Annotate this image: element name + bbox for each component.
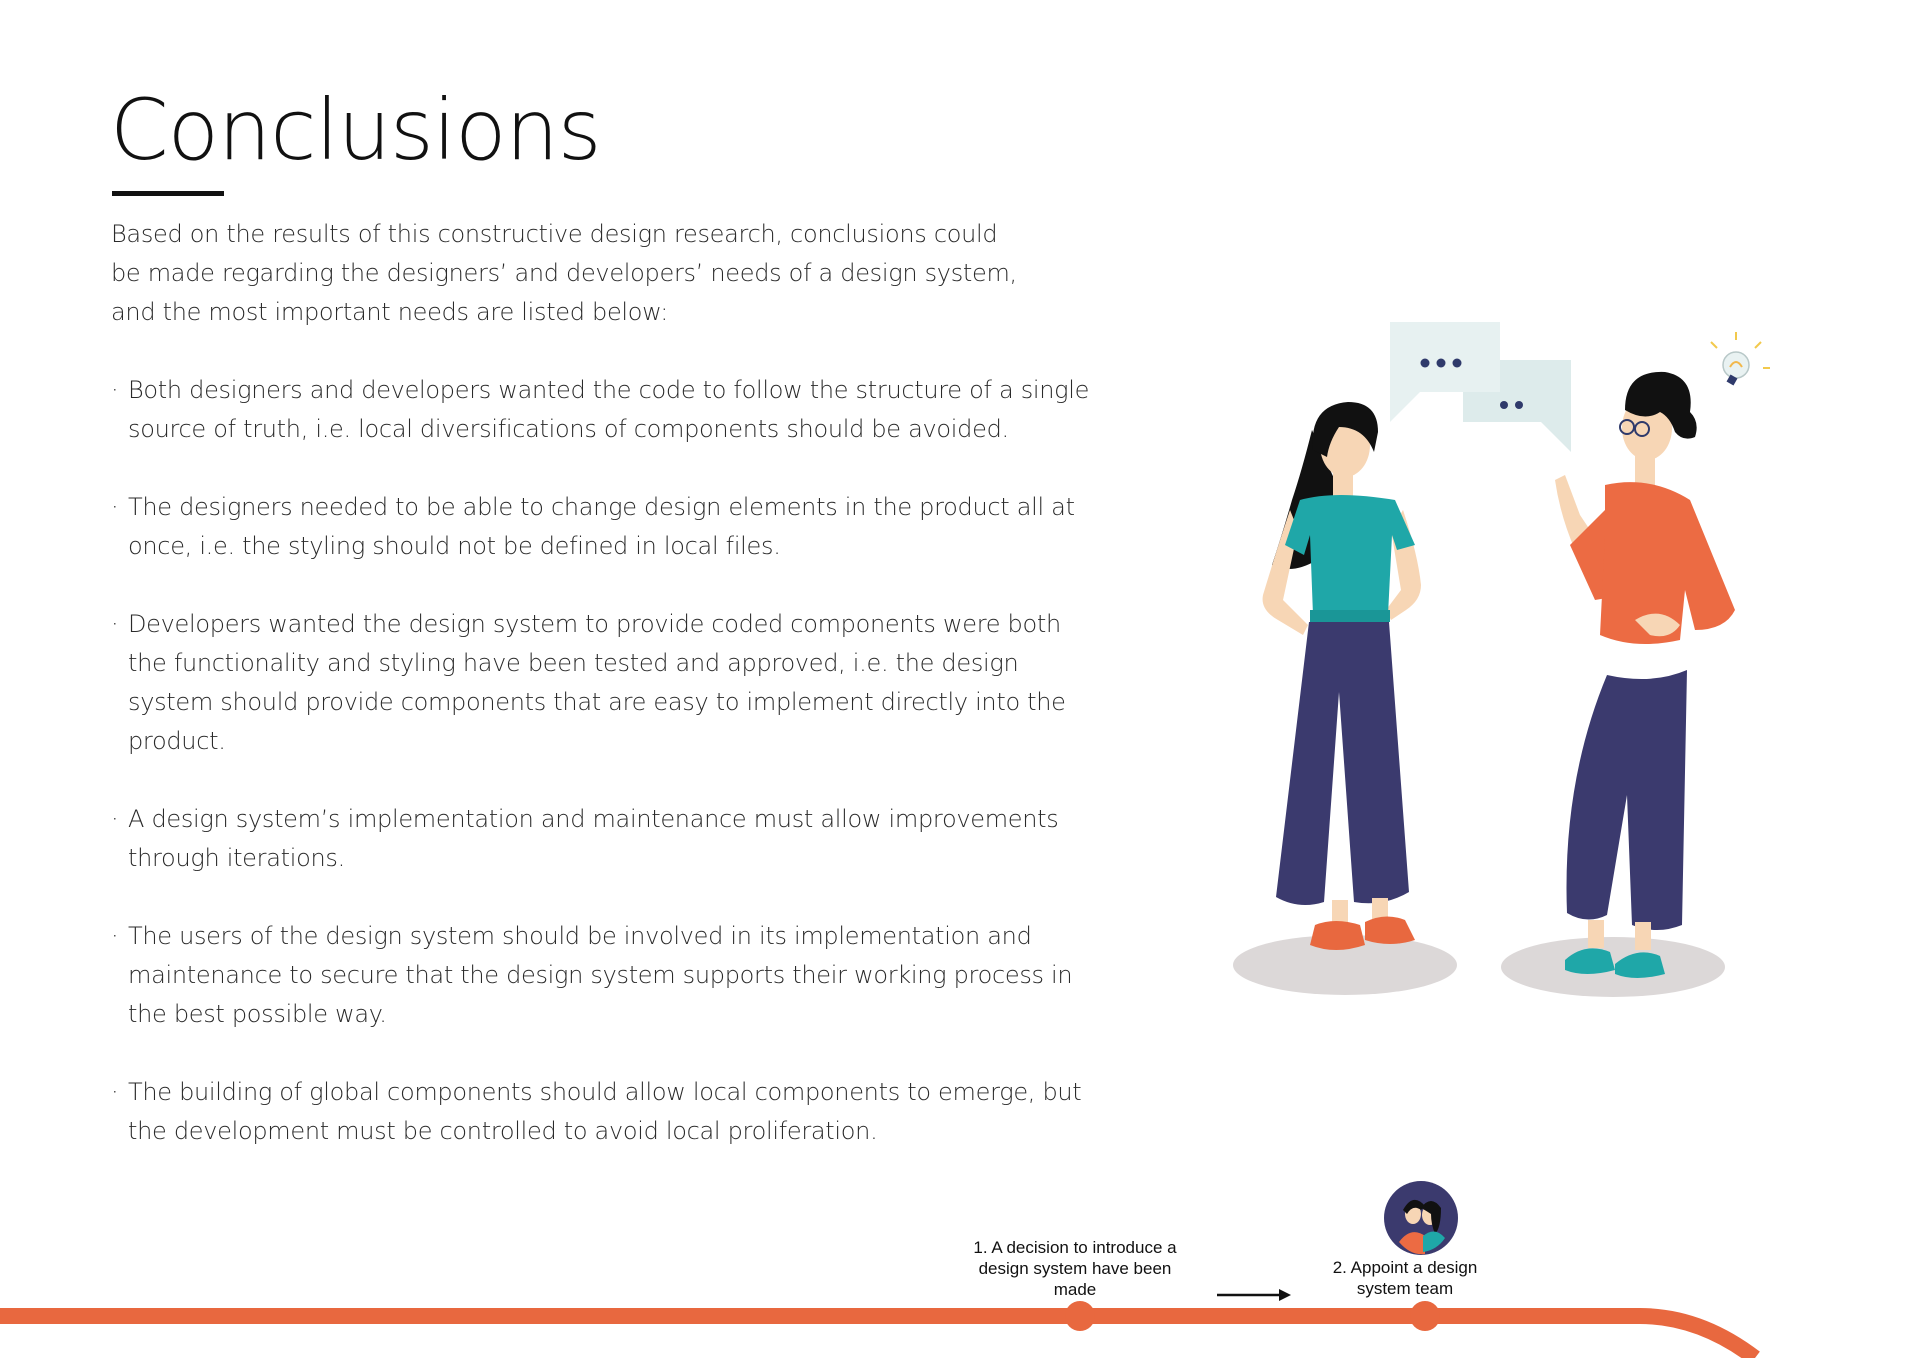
intro-paragraph: Based on the results of this constructive design research, conclusions could be made regarding the designers’ and developers’ needs of a design system, and the most important needs are listed below: bbox=[111, 220, 1017, 326]
list-item-text: Developers wanted the design system to provide coded components were both the functionality and styling have been tested and approved, i.e. the design system should provide components that are easy to implement directly into the product. bbox=[128, 610, 1066, 755]
list-item bbox=[111, 605, 1101, 761]
woman-figure bbox=[1263, 402, 1421, 950]
design-team-avatar bbox=[1383, 1180, 1459, 1256]
list-item bbox=[111, 488, 1101, 566]
list-item-text: The building of global components should allow local components to emerge, but the development must be controlled to avoid local proliferation. bbox=[128, 1078, 1082, 1145]
bullet-marker: · bbox=[111, 922, 119, 950]
list-item-text: The designers needed to be able to change design elements in the product all at once, i.e. the styling should not be defined in local files. bbox=[128, 493, 1075, 560]
man-figure bbox=[1555, 372, 1735, 978]
bullet-marker: · bbox=[111, 610, 119, 638]
bullet-marker: · bbox=[111, 376, 119, 404]
timeline-node-1 bbox=[1065, 1301, 1095, 1331]
timeline-node-2 bbox=[1410, 1301, 1440, 1331]
arrow-right-icon bbox=[1215, 1285, 1295, 1305]
list-item bbox=[111, 917, 1101, 1034]
bullet-marker: · bbox=[111, 805, 119, 833]
lightbulb-icon bbox=[1711, 332, 1770, 385]
list-item-text: The users of the design system should be involved in its implementation and maintenance to secure that the design system supports their working process in the best possible way. bbox=[128, 922, 1073, 1028]
list-item bbox=[111, 1073, 1101, 1151]
timeline-step-1-label: 1. A decision to introduce a design system have been made bbox=[973, 1238, 1177, 1299]
list-item bbox=[111, 800, 1101, 878]
conversation-illustration bbox=[1195, 310, 1815, 1010]
needs-list bbox=[111, 371, 1101, 1151]
title-underline bbox=[112, 191, 224, 196]
timeline-step-2-label: 2. Appoint a design system team bbox=[1332, 1258, 1478, 1298]
bullet-marker: · bbox=[111, 1078, 119, 1106]
list-item-text: Both designers and developers wanted the code to follow the structure of a single source of truth, i.e. local diversifications of components should be avoided. bbox=[128, 376, 1090, 443]
list-item-text: A design system’s implementation and maintenance must allow improvements through iterations. bbox=[128, 805, 1059, 872]
page-title: Conclusions bbox=[110, 81, 601, 179]
body-content bbox=[111, 215, 1101, 1190]
bullet-marker: · bbox=[111, 493, 119, 521]
list-item bbox=[111, 371, 1101, 449]
